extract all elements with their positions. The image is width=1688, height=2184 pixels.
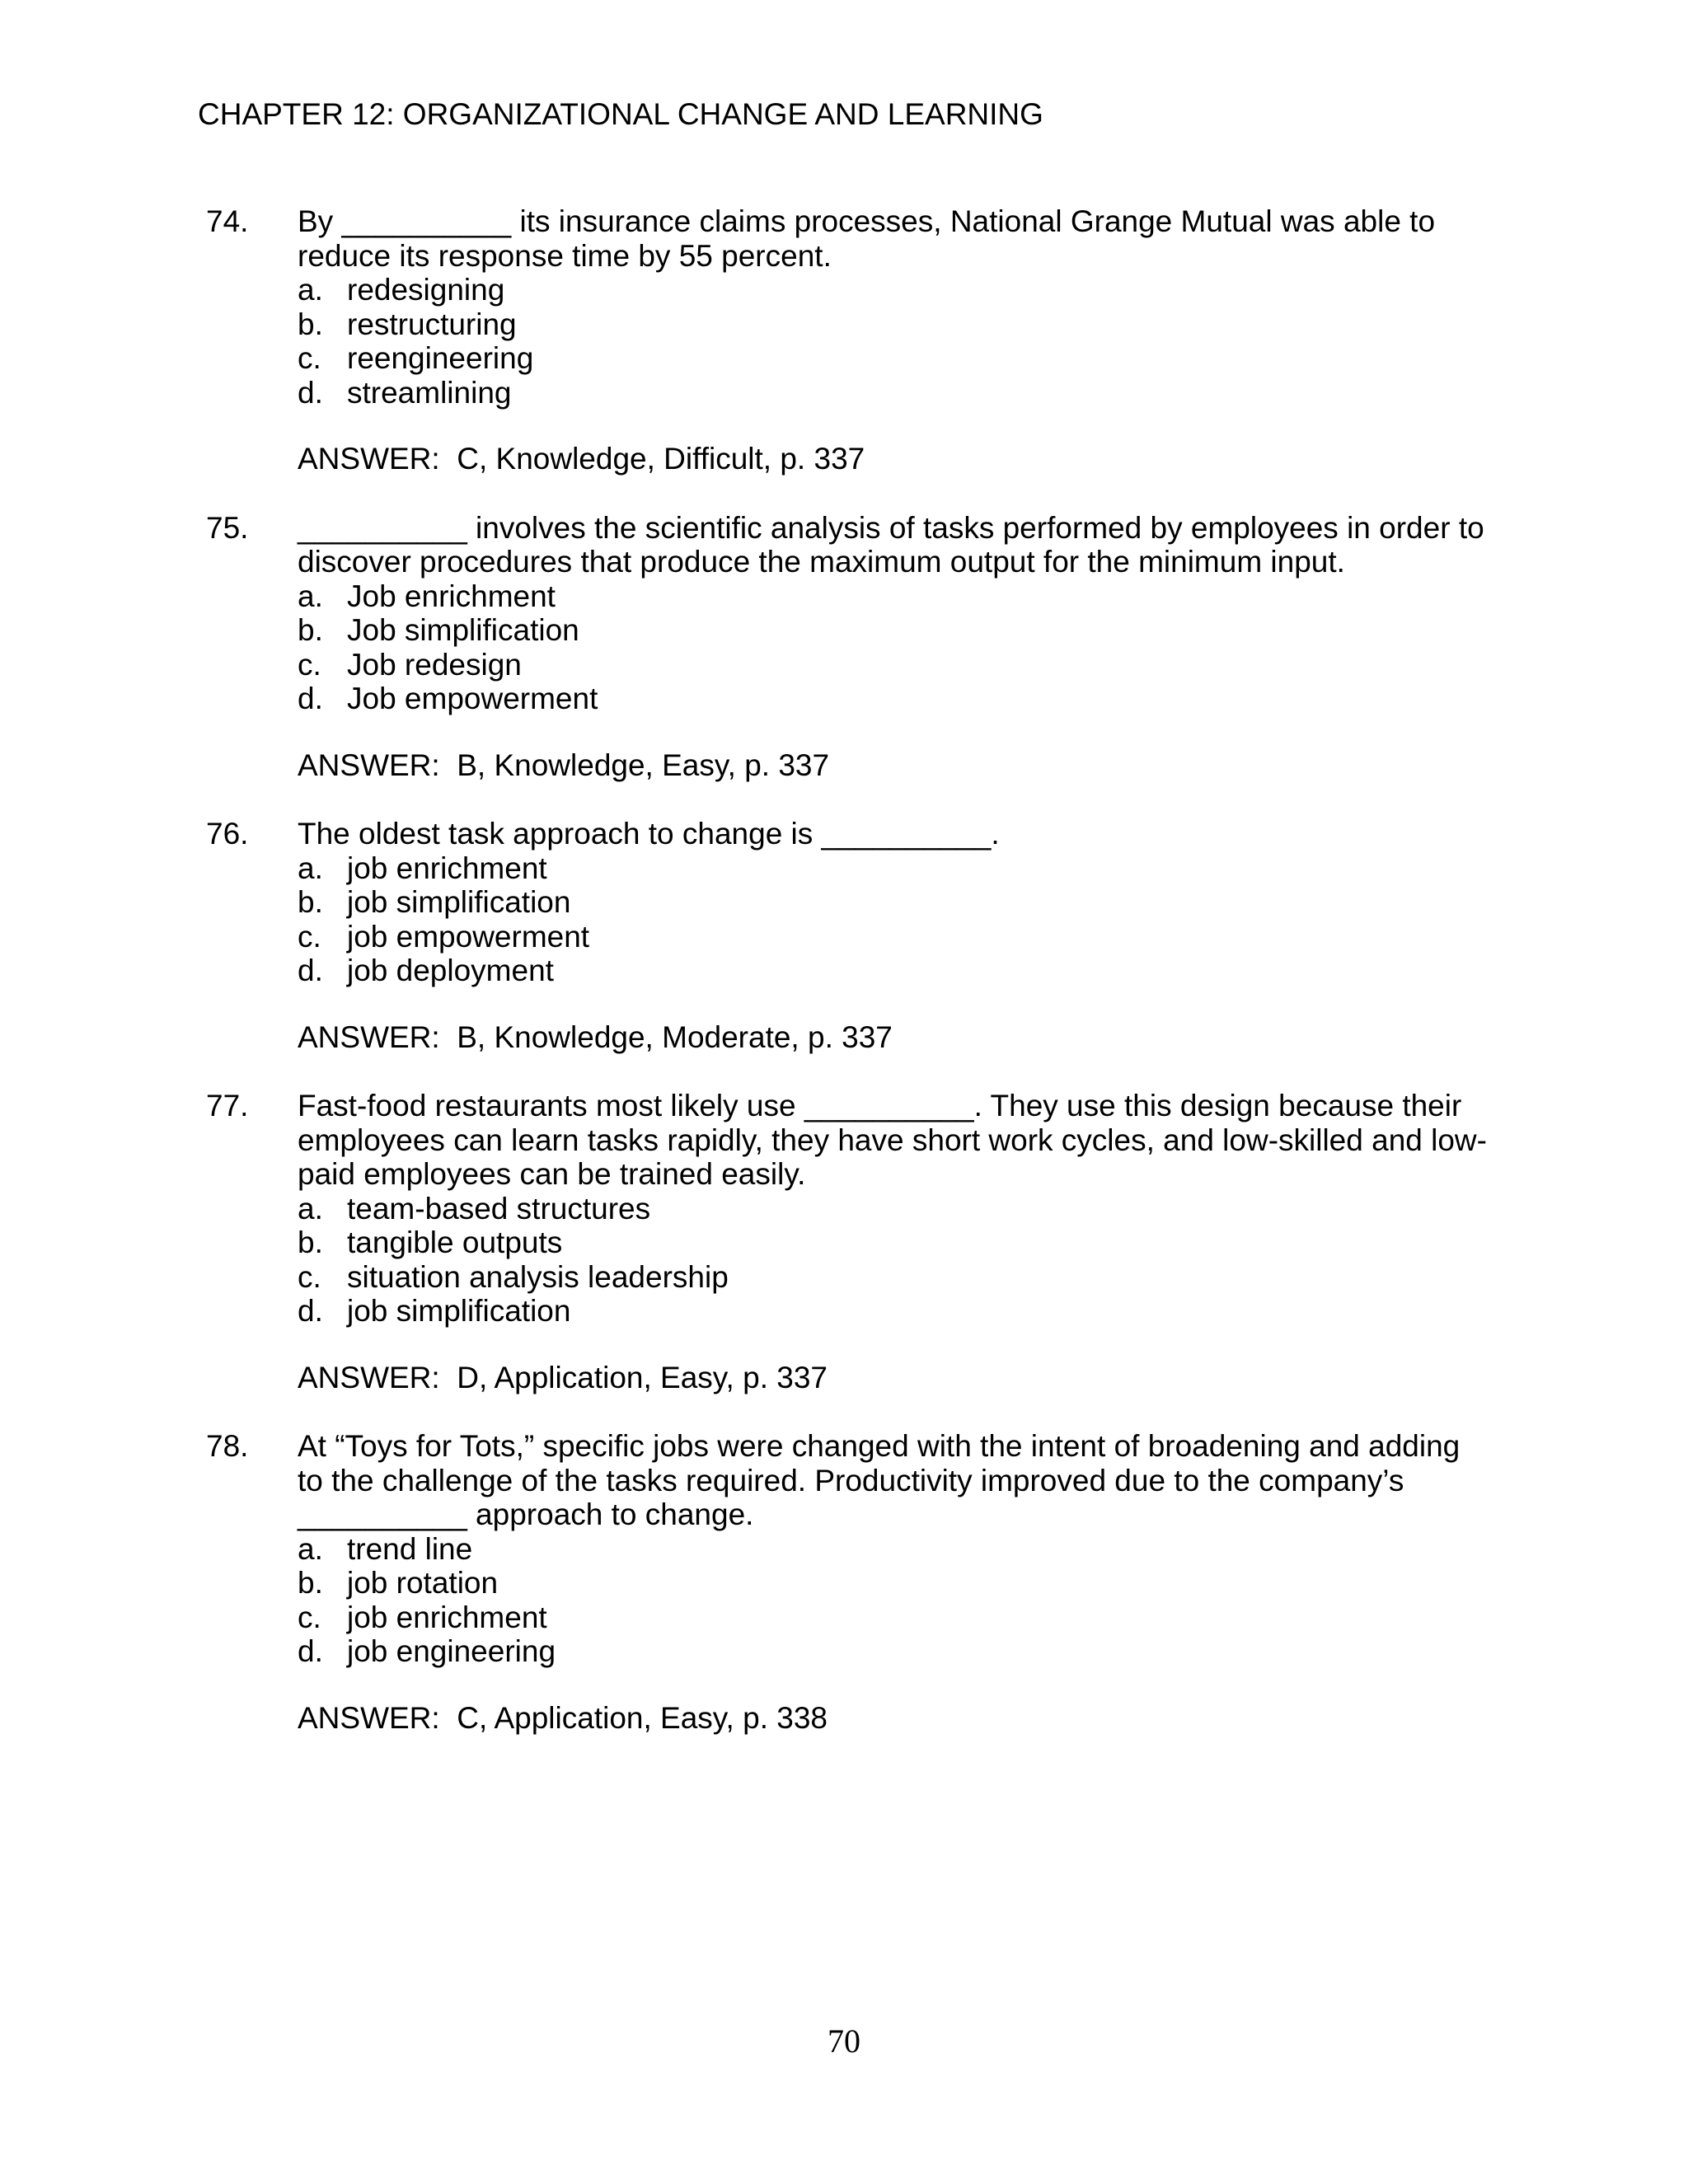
- option-text: Job empowerment: [347, 682, 598, 715]
- option-text: redesigning: [347, 273, 505, 307]
- option-text: restructuring: [347, 307, 517, 341]
- question-item: [0, 204, 1688, 476]
- option-letter: c.: [298, 1600, 321, 1634]
- option-letter: b.: [298, 885, 323, 919]
- option-text: team-based structures: [347, 1191, 651, 1226]
- option-text: job simplification: [347, 885, 571, 919]
- option-text: job deployment: [347, 954, 554, 987]
- option-letter: d.: [298, 1294, 323, 1328]
- option-text: job enrichment: [347, 1600, 547, 1634]
- option-letter: c.: [298, 647, 321, 682]
- option-letter: a.: [298, 273, 323, 307]
- answer-options: [298, 579, 1493, 716]
- option-c: [298, 1260, 1493, 1295]
- option-text: job empowerment: [347, 919, 590, 954]
- option-text: Job enrichment: [347, 579, 556, 613]
- answer-options: [298, 1532, 1493, 1669]
- option-letter: c.: [298, 1259, 321, 1294]
- option-text: job rotation: [347, 1566, 499, 1600]
- question-list: [0, 204, 1688, 1769]
- option-text: tangible outputs: [347, 1226, 563, 1259]
- option-letter: a.: [298, 579, 323, 613]
- option-b: [298, 1566, 1493, 1601]
- option-text: situation analysis leadership: [347, 1259, 729, 1294]
- option-text: streamlining: [347, 375, 512, 410]
- option-b: [298, 613, 1493, 648]
- option-d: [298, 682, 1493, 716]
- answer-key: ANSWER: C, Knowledge, Difficult, p. 337: [298, 442, 865, 476]
- option-text: reengineering: [347, 341, 534, 375]
- question-body: [298, 511, 1493, 783]
- page-number: 70: [828, 2022, 860, 2060]
- option-b: [298, 885, 1493, 920]
- option-letter: d.: [298, 954, 323, 987]
- question-number: 74.: [206, 204, 249, 238]
- question-stem: At “Toys for Tots,” specific jobs were changed with the intent of broadening and adding to the challenge of the tasks required. Productivity improved due to the company’s __________ approach to change.: [298, 1429, 1461, 1531]
- question-number: 76.: [206, 817, 249, 851]
- option-c: [298, 1601, 1493, 1635]
- question-item: [0, 817, 1688, 1054]
- option-b: [298, 307, 1493, 342]
- option-text: job engineering: [347, 1634, 556, 1668]
- option-letter: d.: [298, 375, 323, 410]
- option-letter: a.: [298, 1531, 323, 1566]
- answer-key: ANSWER: B, Knowledge, Moderate, p. 337: [298, 1019, 893, 1054]
- option-text: Job simplification: [347, 613, 579, 647]
- option-letter: b.: [298, 1566, 323, 1600]
- question-item: [0, 511, 1688, 783]
- option-c: [298, 648, 1493, 682]
- option-a: [298, 851, 1493, 886]
- question-stem: By __________ its insurance claims processes, National Grange Mutual was able to reduce its response time by 55 percent.: [298, 204, 1436, 273]
- option-a: [298, 1532, 1493, 1567]
- question-body: [298, 1089, 1493, 1394]
- option-letter: a.: [298, 851, 323, 885]
- option-c: [298, 341, 1493, 376]
- option-c: [298, 920, 1493, 954]
- answer-key: ANSWER: D, Application, Easy, p. 337: [298, 1360, 828, 1394]
- option-text: job simplification: [347, 1294, 571, 1328]
- question-body: [298, 204, 1493, 476]
- option-text: job enrichment: [347, 851, 547, 885]
- option-letter: b.: [298, 307, 323, 341]
- option-text: Job redesign: [347, 647, 522, 682]
- chapter-title: CHAPTER 12: ORGANIZATIONAL CHANGE AND LEARNING: [198, 97, 1043, 131]
- answer-options: [298, 1192, 1493, 1329]
- question-body: [298, 817, 1493, 1054]
- option-letter: c.: [298, 341, 321, 375]
- question-item: [0, 1089, 1688, 1394]
- option-d: [298, 1294, 1493, 1329]
- option-letter: b.: [298, 1226, 323, 1259]
- option-letter: a.: [298, 1191, 323, 1226]
- option-a: [298, 273, 1493, 307]
- question-stem: __________ involves the scientific analysis of tasks performed by employees in order to discover procedures that produce the maximum output for the minimum input.: [298, 510, 1484, 579]
- answer-key: ANSWER: C, Application, Easy, p. 338: [298, 1700, 828, 1735]
- question-number: 77.: [206, 1089, 249, 1122]
- option-a: [298, 579, 1493, 614]
- option-letter: d.: [298, 682, 323, 715]
- question-item: [0, 1429, 1688, 1735]
- option-d: [298, 376, 1493, 410]
- answer-options: [298, 273, 1493, 410]
- option-d: [298, 954, 1493, 988]
- question-stem: Fast-food restaurants most likely use __________. They use this design because their employees can learn tasks rapidly, they have short work cycles, and low-skilled and low-paid employees can be trained easily.: [298, 1089, 1487, 1191]
- option-text: trend line: [347, 1531, 473, 1566]
- option-d: [298, 1634, 1493, 1669]
- option-letter: b.: [298, 613, 323, 647]
- answer-key: ANSWER: B, Knowledge, Easy, p. 337: [298, 748, 830, 782]
- option-letter: c.: [298, 919, 321, 954]
- question-number: 78.: [206, 1429, 249, 1463]
- question-stem: The oldest task approach to change is __________.: [298, 817, 1000, 851]
- answer-options: [298, 851, 1493, 988]
- question-body: [298, 1429, 1493, 1735]
- option-letter: d.: [298, 1634, 323, 1668]
- option-b: [298, 1226, 1493, 1260]
- question-number: 75.: [206, 510, 249, 545]
- option-a: [298, 1192, 1493, 1226]
